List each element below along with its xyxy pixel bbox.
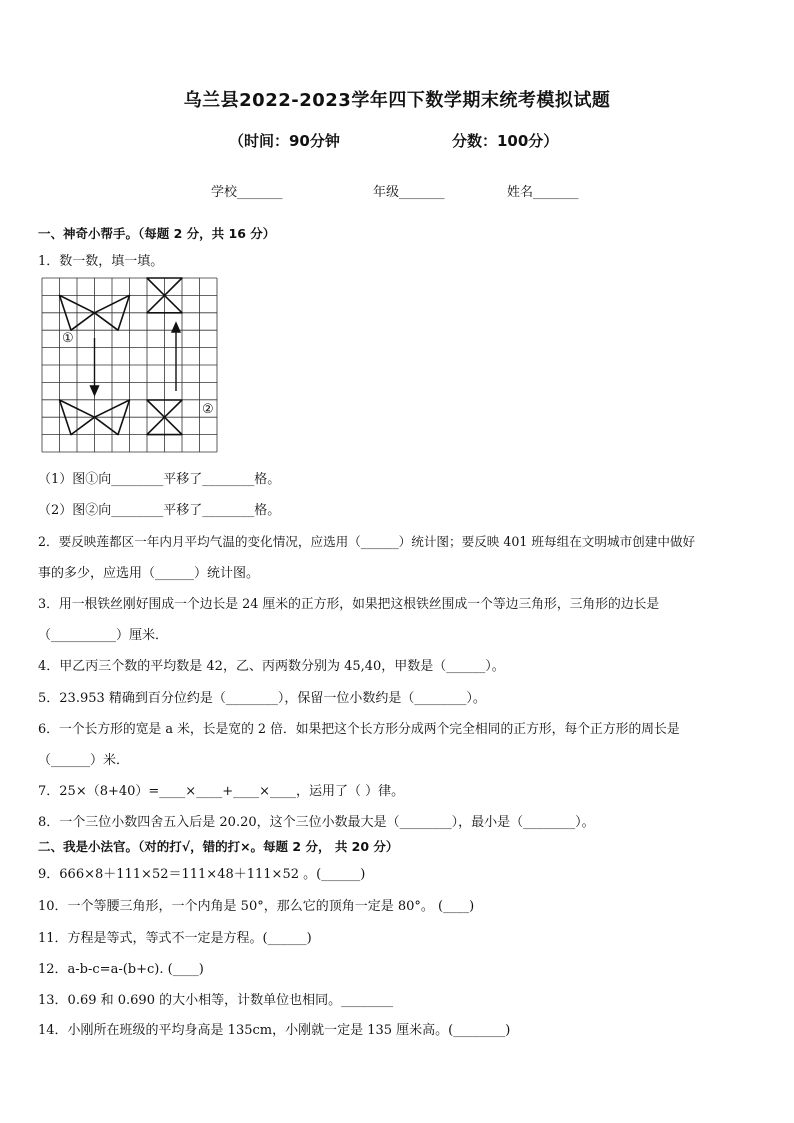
question-4: 4．甲乙丙三个数的平均数是 42，乙、丙两数分别为 45,40，甲数是（______）。: [38, 659, 505, 674]
figure-label-2: ②: [202, 402, 214, 417]
question-1-2: （2）图②向________平移了________格。: [38, 503, 281, 518]
question-6-line2: （______）米．: [38, 753, 130, 768]
question-6-line1: 6．一个长方形的宽是 a 米，长是宽的 2 倍．如果把这个长方形分成两个完全相同的正方形，每个正方形的周长是: [38, 722, 680, 737]
question-10: 10．一个等腰三角形，一个内角是 50°，那么它的顶角一定是 80°。 (____): [38, 899, 475, 914]
section1-heading: 一、神奇小帮手。（每题 2 分，共 16 分）: [38, 226, 276, 241]
question-9: 9．666×8＋111×52＝111×48＋111×52 。(______): [38, 867, 366, 882]
section2-heading: 二、我是小法官。（对的打√，错的打×。每题 2 分， 共 20 分）: [38, 839, 399, 854]
name-field: 姓名_______: [507, 185, 579, 200]
question-2-line1: 2．要反映莲都区一年内月平均气温的变化情况，应选用（______）统计图；要反映 401 班每组在文明城市创建中做好: [38, 534, 696, 549]
figure-label-1: ①: [62, 331, 74, 346]
question-11: 11．方程是等式，等式不一定是方程。(______): [38, 931, 312, 946]
question-14: 14．小刚所在班级的平均身高是 135cm，小刚就一定是 135 厘米高。(________): [38, 1023, 511, 1038]
translation-grid-figure: [40, 276, 222, 454]
question-3-line1: 3．用一根铁丝刚好围成一个边长是 24 厘米的正方形，如果把这根铁丝围成一个等边三角形，三角形的边长是: [38, 597, 660, 612]
question-1: 1．数一数，填一填。: [38, 254, 164, 269]
question-13: 13．0.69 和 0.690 的大小相等，计数单位也相同。________: [38, 993, 394, 1008]
question-8: 8．一个三位小数四舍五入后是 20.20，这个三位小数最大是（________），最小是（________）。: [38, 815, 595, 830]
exam-time: （时间：90分钟: [229, 132, 340, 150]
exam-title: 乌兰县2022-2023学年四下数学期末统考模拟试题: [183, 90, 611, 111]
question-5: 5．23.953 精确到百分位约是（________），保留一位小数约是（________）。: [38, 691, 486, 706]
school-field: 学校_______: [211, 185, 283, 200]
question-12: 12．a-b-c=a-(b+c). (____): [38, 962, 204, 977]
grade-field: 年级_______: [373, 185, 445, 200]
exam-score: 分数：100分）: [452, 132, 559, 150]
question-7: 7．25×（8+40）=____×____+____×____，运用了（ ）律。: [38, 784, 405, 799]
question-2-line2: 事的多少，应选用（______）统计图。: [38, 566, 260, 581]
question-3-line2: （__________）厘米．: [38, 628, 169, 643]
question-1-1: （1）图①向________平移了________格。: [38, 472, 281, 487]
